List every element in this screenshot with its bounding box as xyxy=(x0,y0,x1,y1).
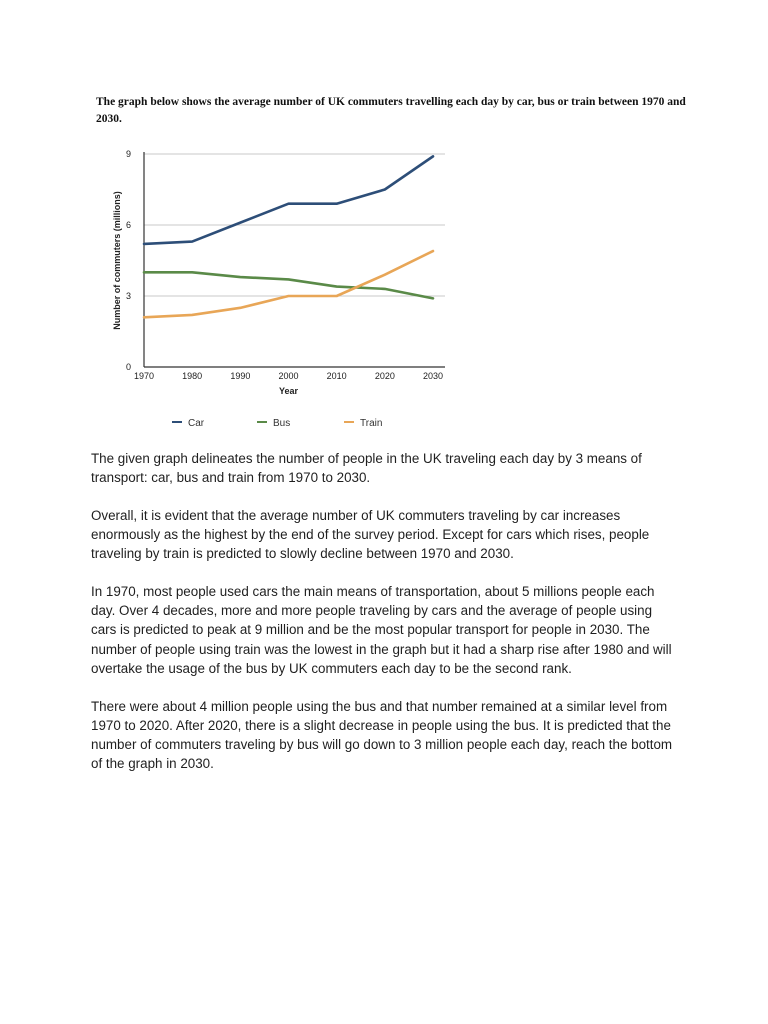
series-line-train xyxy=(144,251,433,317)
y-tick-label-3: 3 xyxy=(125,291,131,301)
legend-label-car: Car xyxy=(188,418,205,429)
x-axis-title: Year xyxy=(278,386,299,396)
x-tick-label-2000: 2000 xyxy=(278,371,299,381)
essay-paragraph-intro: The given graph delineates the number of people in the UK traveling each day by 3 means of transport: car, bus and train from 1970 to 2030. xyxy=(91,451,642,486)
essay-body xyxy=(91,449,676,792)
y-axis-title: Number of commuters (millions) xyxy=(112,191,122,330)
x-tick-label-2010: 2010 xyxy=(326,371,347,381)
task-prompt: The graph below shows the average number of UK commuters travelling each day by car, bus or train between 1970 and 2030. xyxy=(96,96,686,125)
y-tick-label-6: 6 xyxy=(125,220,131,230)
essay-paragraph-bus: There were about 4 million people using the bus and that number remained at a similar level from 1970 to 2020. After 2020, there is a slight decrease in people using the bus. It is predicted that the number of commuters traveling by bus will go down to 3 million people each day, reach the bottom of the graph in 2030. xyxy=(91,698,673,772)
line-chart xyxy=(90,135,680,435)
essay-paragraph-car-train: In 1970, most people used cars the main means of transportation, about 5 millions people each day. Over 4 decades, more and more people traveling by cars and the average of people using cars is predicted to peak at 9 million and be the most popular transport for people in 2030. The number of people using train was the lowest in the graph but it had a sharp rise after 1980 and will overtake the usage of the bus by UK commuters each day to be the second rank. xyxy=(91,584,672,676)
series-line-car xyxy=(144,156,433,244)
x-tick-label-1970: 1970 xyxy=(133,371,155,381)
y-tick-label-9: 9 xyxy=(125,149,131,159)
legend-label-train: Train xyxy=(360,418,383,429)
chart-svg xyxy=(90,135,680,435)
x-tick-label-2020: 2020 xyxy=(374,371,395,381)
series-line-bus xyxy=(144,272,433,298)
x-tick-label-2030: 2030 xyxy=(422,371,444,381)
y-tick-label-0: 0 xyxy=(125,362,131,372)
essay-paragraph-overview: Overall, it is evident that the average number of UK commuters traveling by car increases enormously as the highest by the end of the survey period. Except for cars which rises, people traveling by train is predicted to slowly decline between 1970 and 2030. xyxy=(91,507,650,562)
x-tick-label-1980: 1980 xyxy=(182,371,203,381)
legend-label-bus: Bus xyxy=(273,418,291,429)
x-tick-label-1990: 1990 xyxy=(230,371,251,381)
